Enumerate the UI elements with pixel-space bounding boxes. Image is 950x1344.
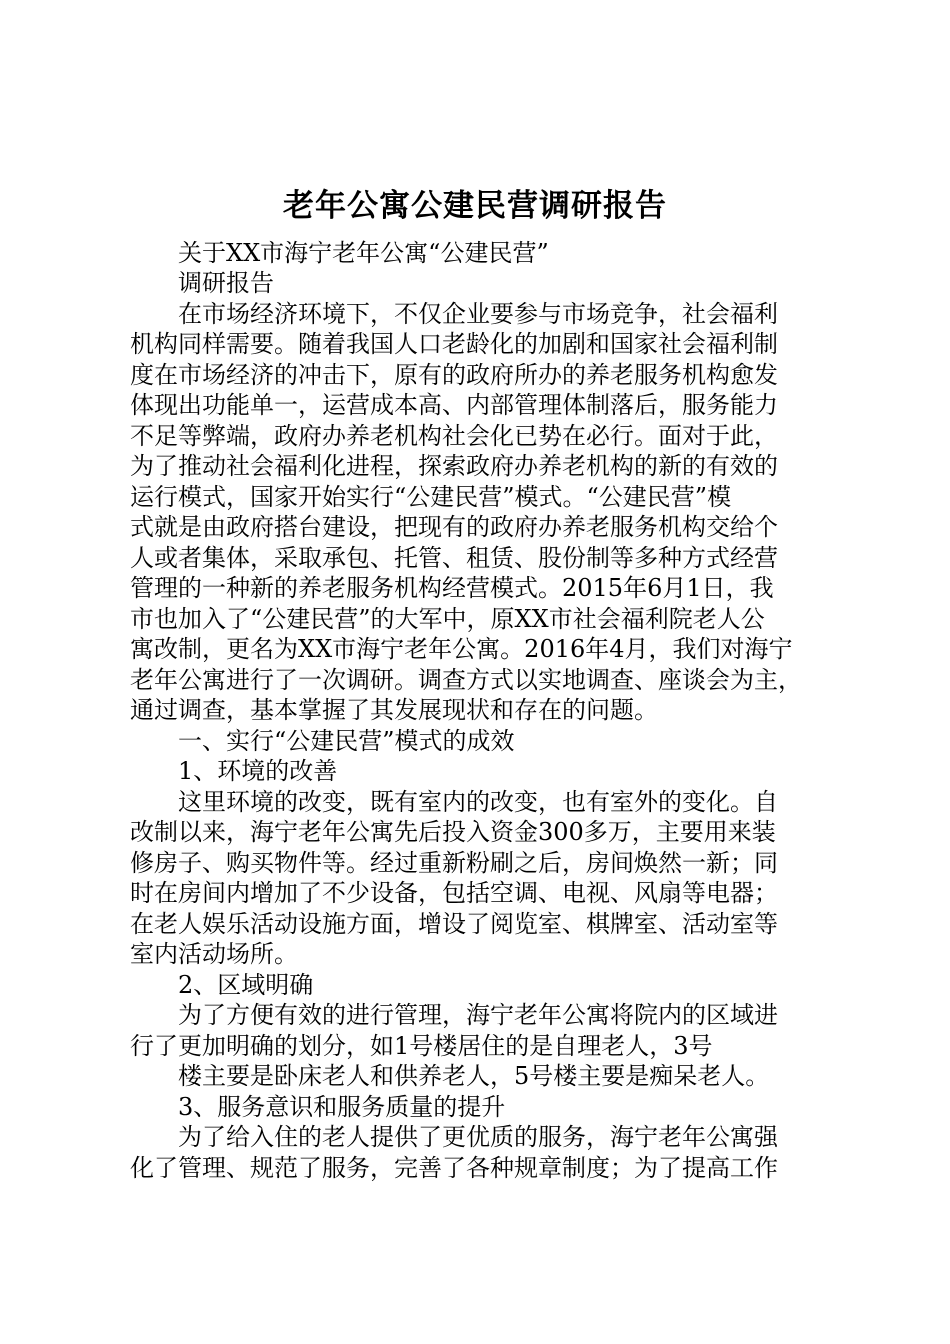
body-line: 人或者集体，采取承包、托管、租赁、股份制等多种方式经营 — [130, 544, 778, 572]
subsection-heading: 1、环境的改善 — [178, 757, 338, 785]
body-line: 在老人娱乐活动设施方面，增设了阅览室、棋牌室、活动室等 — [130, 910, 778, 938]
body-line: 式就是由政府搭台建设，把现有的政府办养老服务机构交给个 — [130, 513, 778, 541]
document-title: 老年公寓公建民营调研报告 — [283, 188, 667, 224]
body-line: 修房子、购买物件等。经过重新粉刷之后，房间焕然一新；同 — [130, 849, 778, 877]
body-line: 运行模式，国家开始实行“公建民营”模式。“公建民营”模 — [130, 483, 732, 511]
body-line: 室内活动场所。 — [130, 940, 298, 968]
body-line: 管理的一种新的养老服务机构经营模式。2015年6月1日，我 — [130, 574, 774, 602]
body-line: 度在市场经济的冲击下，原有的政府所办的养老服务机构愈发 — [130, 361, 778, 389]
subtitle-line-1: 关于XX市海宁老年公寓“公建民营” — [178, 239, 549, 267]
body-line: 时在房间内增加了不少设备，包括空调、电视、风扇等电器； — [130, 879, 778, 907]
subsection-heading: 2、区域明确 — [178, 971, 314, 999]
body-line: 行了更加明确的划分，如1号楼居住的是自理老人，3号 — [130, 1032, 713, 1060]
body-line: 在市场经济环境下，不仅企业要参与市场竞争，社会福利 — [178, 300, 778, 328]
body-line: 楼主要是卧床老人和供养老人，5号楼主要是痴呆老人。 — [178, 1062, 770, 1090]
subtitle-line-2: 调研报告 — [178, 269, 274, 297]
body-line: 老年公寓进行了一次调研。调查方式以实地调查、座谈会为主， — [130, 666, 802, 694]
body-line: 为了给入住的老人提供了更优质的服务，海宁老年公寓强 — [178, 1123, 778, 1151]
body-line: 市也加入了“公建民营”的大军中，原XX市社会福利院老人公 — [130, 605, 765, 633]
body-line: 通过调查，基本掌握了其发展现状和存在的问题。 — [130, 696, 658, 724]
subsection-heading: 3、服务意识和服务质量的提升 — [178, 1093, 506, 1121]
body-line: 这里环境的改变，既有室内的改变，也有室外的变化。自 — [178, 788, 778, 816]
body-line: 为了方便有效的进行管理，海宁老年公寓将院内的区域进 — [178, 1001, 778, 1029]
body-line: 化了管理、规范了服务，完善了各种规章制度；为了提高工作 — [130, 1154, 778, 1182]
body-line: 寓改制，更名为XX市海宁老年公寓。2016年4月，我们对海宁 — [130, 635, 793, 663]
body-line: 不足等弊端，政府办养老机构社会化已势在必行。面对于此， — [130, 422, 778, 450]
body-line: 体现出功能单一，运营成本高、内部管理体制落后，服务能力 — [130, 391, 778, 419]
body-line: 机构同样需要。随着我国人口老龄化的加剧和国家社会福利制 — [130, 330, 778, 358]
body-line: 改制以来，海宁老年公寓先后投入资金300多万，主要用来装 — [130, 818, 776, 846]
body-line: 为了推动社会福利化进程，探索政府办养老机构的新的有效的 — [130, 452, 778, 480]
section-heading: 一、实行“公建民营”模式的成效 — [178, 727, 515, 755]
